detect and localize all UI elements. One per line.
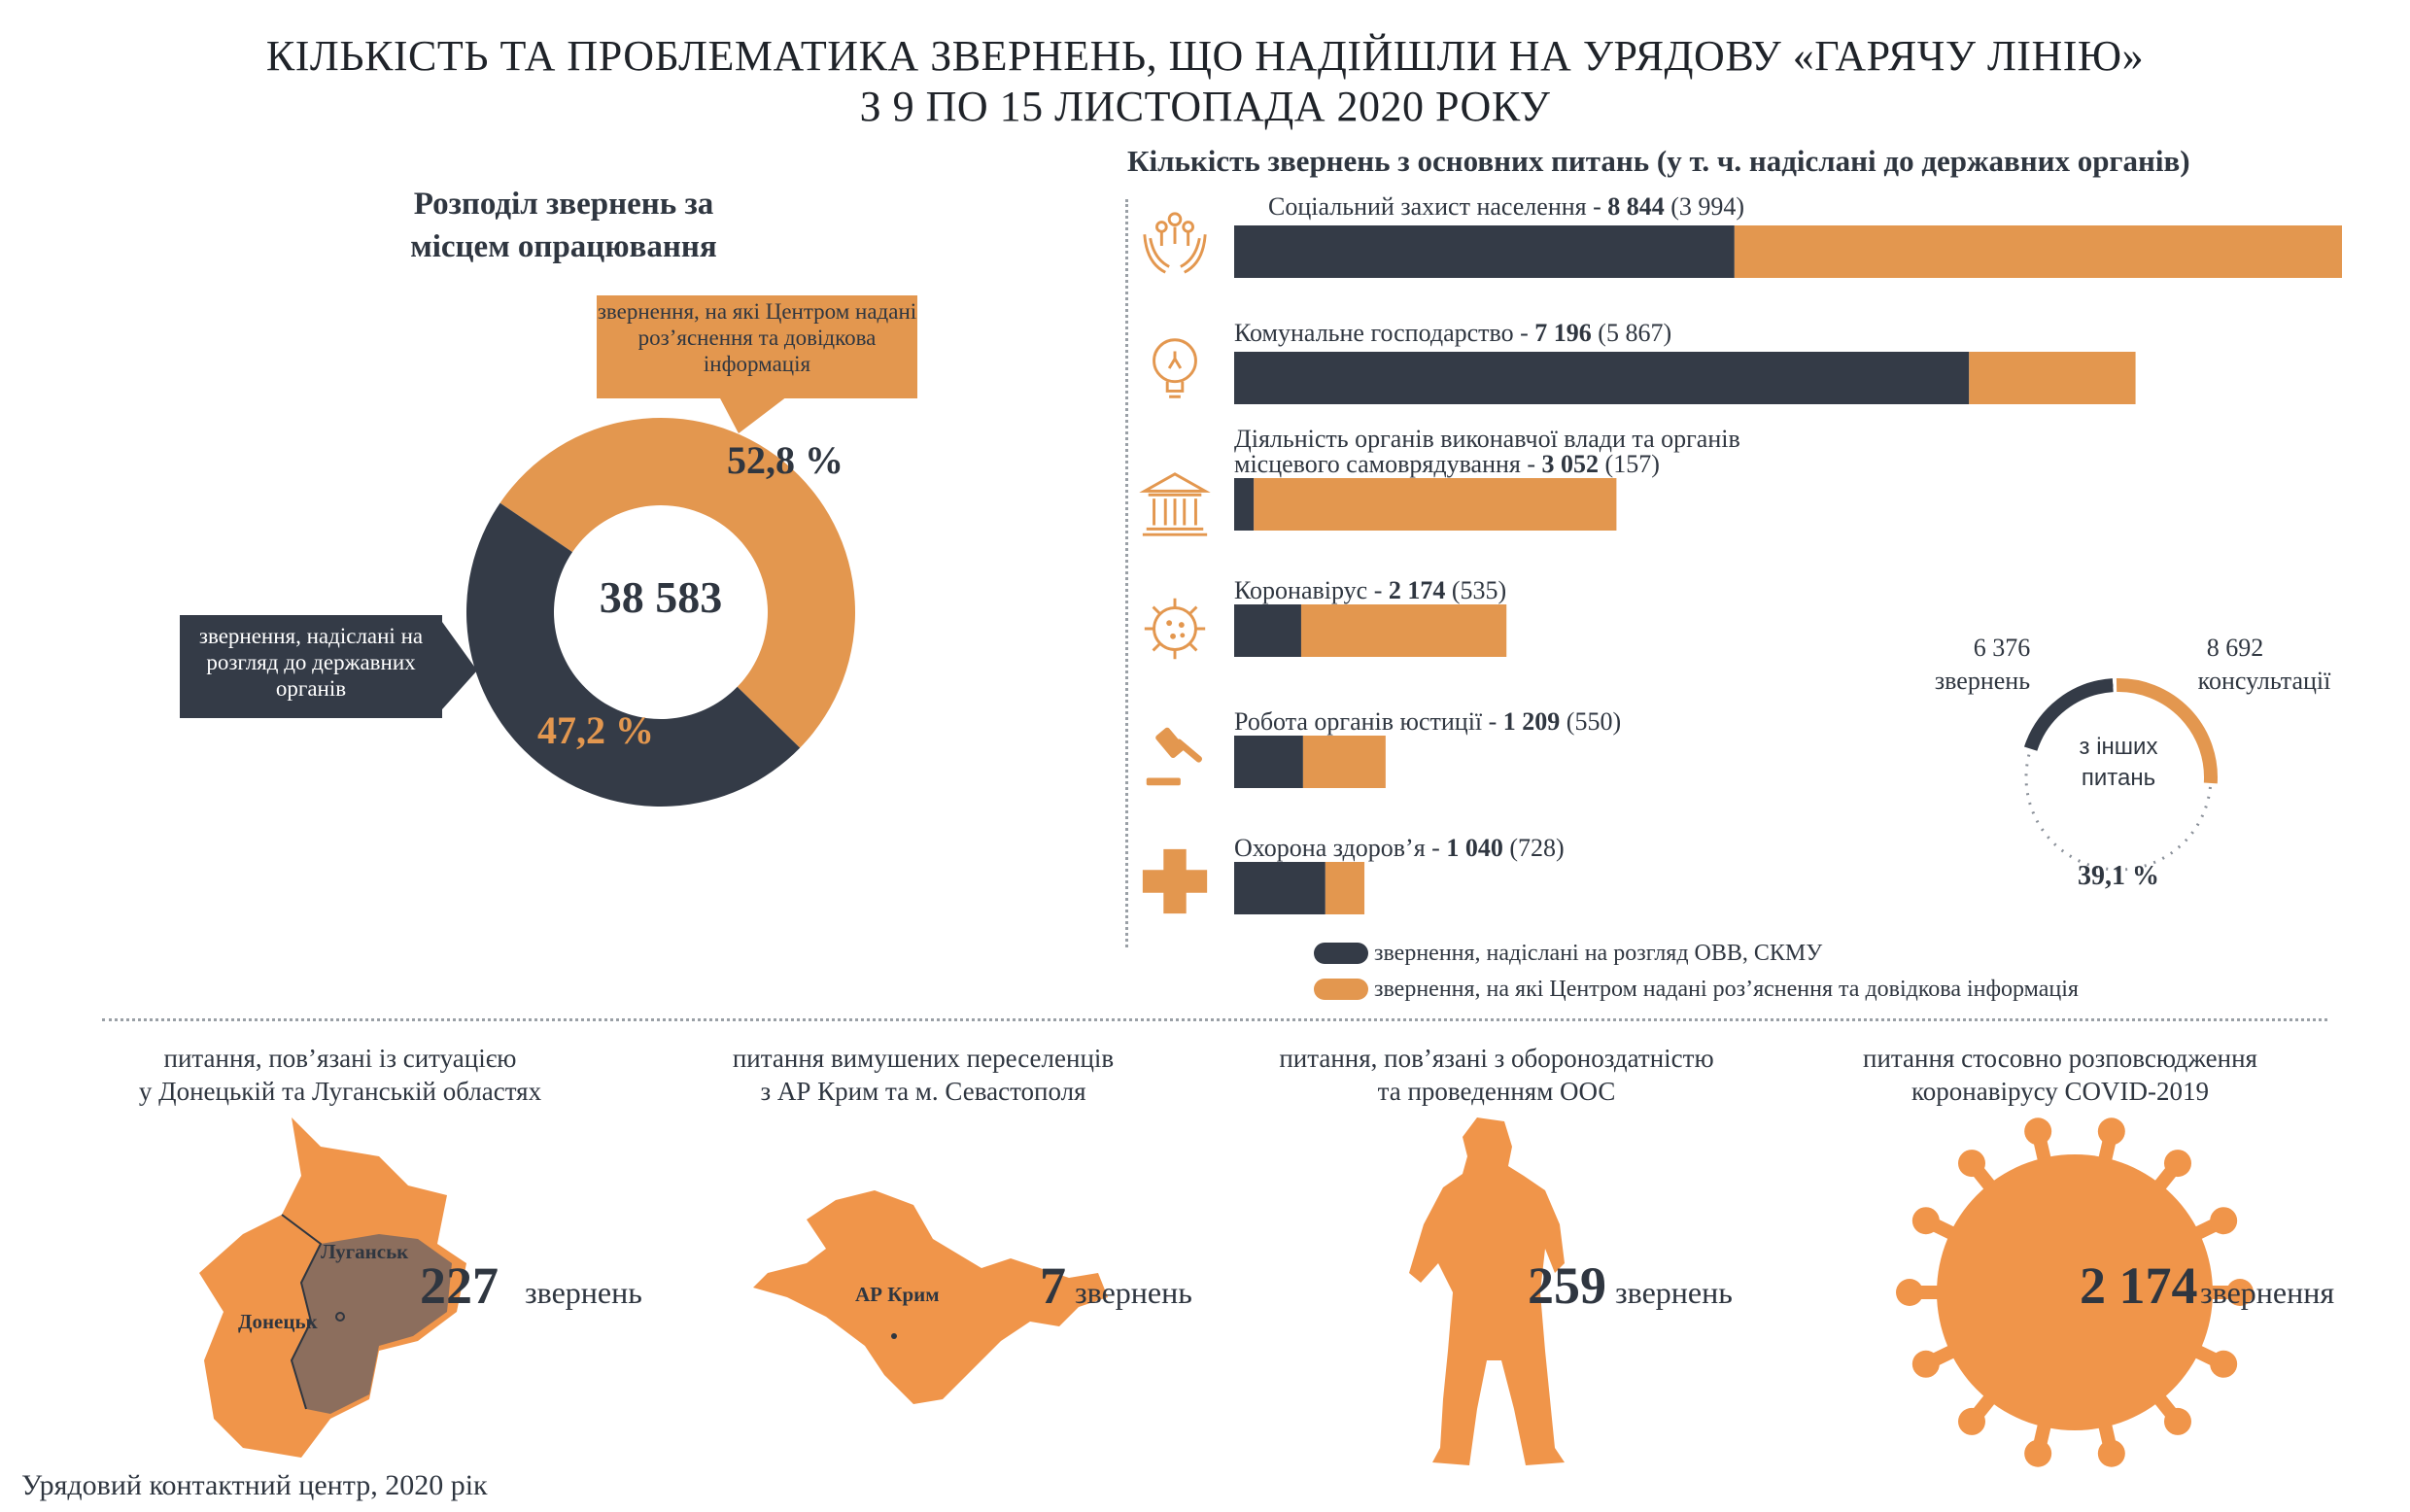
footer-source: Урядовий контактний центр, 2020 рік [21, 1469, 488, 1501]
legend-orange: звернення, на які Центром надані роз’яснення та довідкова інформація [1314, 977, 2079, 1003]
cat3-title-line1: питання, пов’язані з обороноздатністю [1279, 1044, 1714, 1073]
callout-orange-text: звернення, на які Центром надані роз’яснення та довідкова інформація [597, 299, 917, 376]
cat4-number: 2 174 [2080, 1256, 2198, 1315]
page-title-line2: З 9 ПО 15 ЛИСТОПАДА 2020 РОКУ [859, 83, 1551, 130]
callout-dark [180, 615, 442, 718]
virus-spike-head [2164, 1408, 2191, 1435]
bar-1-sent [1234, 352, 1969, 404]
government-building-icon [1137, 466, 1213, 542]
virus-spike-head [1896, 1279, 1923, 1306]
bar-label-2-line1: Діяльність органів виконавчої влади та органів [1234, 425, 1740, 453]
map-region-crimea: АР Крим [855, 1283, 940, 1306]
cat4-word: звернення [2200, 1275, 2335, 1310]
virus-spike-head [1958, 1408, 1985, 1435]
virus-spike-head [2098, 1117, 2125, 1145]
cat2-number: 7 [1040, 1256, 1066, 1315]
virus-spike-head [2210, 1351, 2237, 1378]
map-city-donetsk: Донецьк [238, 1310, 318, 1333]
donut-heading-line2: місцем опрацювання [410, 229, 717, 264]
virus-spike-head [2098, 1440, 2125, 1467]
cat3-number: 259 [1528, 1256, 1606, 1315]
lightbulb-icon [1137, 330, 1213, 406]
bar-label-3: Коронавірус - 2 174 (535) [1234, 576, 1507, 604]
donut-orange-pct: 52,8 % [727, 438, 844, 482]
gauge-center-line2: питань [2081, 765, 2156, 791]
other-left-num: 6 376 [1973, 634, 2031, 662]
virus-spike-head [1912, 1351, 1940, 1378]
legend-dark: звернення, надіслані на розгляд ОВВ, СКМУ [1314, 941, 1822, 967]
bar-5-explained [1326, 862, 1364, 914]
callout-dark-text: звернення, надіслані на розгляд до державних органів [198, 624, 424, 701]
gavel-icon [1137, 719, 1213, 795]
cat2-title-line2: з АР Крим та м. Севастополя [760, 1077, 1086, 1106]
bar-4-explained [1303, 736, 1386, 788]
legend-orange-swatch [1314, 979, 1368, 1000]
bar-0-explained [1735, 225, 2342, 278]
bar-0-sent [1234, 225, 1735, 278]
bar-label-1: Комунальне господарство - 7 196 (5 867) [1234, 319, 1672, 347]
cat2-word: звернень [1075, 1275, 1192, 1310]
cat1-title-line1: питання, пов’язані із ситуацією [163, 1044, 517, 1073]
bar-3-explained [1301, 604, 1506, 657]
bar-label-5: Охорона здоров’я - 1 040 (728) [1234, 834, 1565, 862]
virus-spike-head [1958, 1150, 1985, 1177]
virus-icon [1137, 591, 1213, 667]
donut-total: 38 583 [599, 572, 723, 622]
other-left-word: звернень [1934, 667, 2031, 695]
bar-3-sent [1234, 604, 1301, 657]
section-divider [102, 1018, 2327, 1021]
virus-spike-head [2024, 1440, 2051, 1467]
other-right-word: консультації [2197, 667, 2331, 695]
callout-orange-pointer [719, 396, 787, 435]
cat4-title-line1: питання стосовно розповсюдження [1863, 1044, 2257, 1073]
cat4-title-line2: коронавірусу COVID-2019 [1911, 1077, 2209, 1106]
hands-people-icon [1137, 206, 1213, 282]
map-city-luhansk: Луганськ [321, 1240, 409, 1263]
cat3-word: звернень [1615, 1275, 1733, 1310]
donut-dark-pct: 47,2 % [537, 708, 654, 752]
bar-label-0: Соціальний захист населення - 8 844 (3 994) [1268, 192, 1745, 221]
cat1-number: 227 [420, 1256, 499, 1315]
donut-heading-line1: Розподіл звернень за [413, 187, 714, 222]
bar-4-sent [1234, 736, 1303, 788]
page-title-line1: КІЛЬКІСТЬ ТА ПРОБЛЕМАТИКА ЗВЕРНЕНЬ, ЩО НАДІЙШЛИ НА УРЯДОВУ «ГАРЯЧУ ЛІНІЮ» [265, 32, 2145, 80]
bars-axis-line [1125, 199, 1128, 947]
bar-label-4: Робота органів юстиції - 1 209 (550) [1234, 707, 1622, 736]
legend-dark-swatch [1314, 943, 1368, 964]
cat1-word: звернень [525, 1275, 642, 1310]
cat3-title-line2: та проведенням ООС [1377, 1077, 1616, 1106]
other-right-num: 8 692 [2206, 634, 2264, 662]
gauge-pct: 39,1 % [2078, 861, 2159, 891]
virus-spike-head [1912, 1207, 1940, 1234]
bar-1-explained [1969, 352, 2135, 404]
medical-cross-icon [1137, 843, 1213, 919]
cat1-title-line2: у Донецькій та Луганській областях [138, 1077, 542, 1106]
bar-label-2: місцевого самоврядування - 3 052 (157) [1234, 450, 1660, 478]
callout-orange [597, 295, 917, 398]
virus-spike-head [2024, 1117, 2051, 1145]
bar-5-sent [1234, 862, 1326, 914]
bar-2-explained [1254, 478, 1616, 531]
virus-spike-head [2210, 1207, 2237, 1234]
virus-spike-head [2164, 1150, 2191, 1177]
bar-2-sent [1234, 478, 1254, 531]
bars-heading: Кількість звернень з основних питань (у т. ч. надіслані до державних органів) [1127, 144, 2190, 178]
gauge-center-line1: з інших [2079, 734, 2158, 760]
cat2-title-line1: питання вимушених переселенців [732, 1044, 1115, 1073]
callout-dark-pointer [442, 622, 481, 709]
